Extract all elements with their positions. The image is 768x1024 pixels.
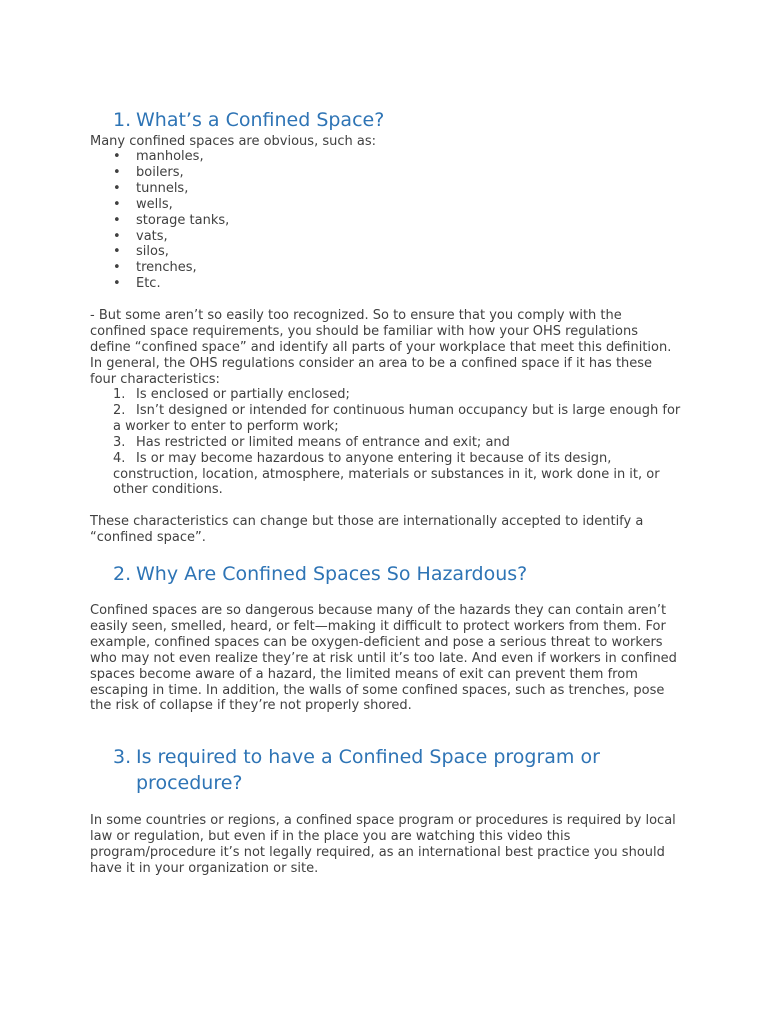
examples-list [113, 149, 229, 292]
bullet-icon: • [113, 276, 121, 292]
bullet-icon: • [113, 149, 121, 164]
list-item: • manholes, [113, 149, 204, 164]
item-text: Has restricted or limited means of entrance and exit; and [136, 434, 510, 450]
list-item [113, 435, 683, 451]
intro-text: Many confined spaces are obvious, such as: [90, 134, 376, 149]
list-item: • boilers, [113, 164, 184, 180]
list-item [113, 403, 683, 435]
item-number: 4. [113, 450, 126, 466]
section-title-line2: procedure? [136, 772, 243, 794]
definition-paragraph: - But some aren’t so easily too recognized. So to ensure that you comply with the confined space requirements, you should be familiar with how your OHS regulations define “confined space” and identify all parts of your workplace that meet this definition. In general, the OHS regulations consider an area to be a confined space if it has these four characteristics: [90, 308, 672, 387]
item-number: 1. [113, 387, 126, 402]
list-item: • wells, [113, 196, 173, 212]
list-item: • silos, [113, 244, 169, 260]
list-item [113, 451, 683, 499]
list-item: • Etc. [113, 276, 161, 292]
section-title: What’s a Confined Space? [136, 109, 385, 131]
item-text: Is enclosed or partially enclosed; [136, 387, 350, 402]
bullet-icon: • [113, 212, 121, 228]
section-heading-2 [113, 561, 527, 587]
list-item: • tunnels, [113, 180, 189, 196]
closing-paragraph: These characteristics can change but those are internationally accepted to identify a “confined space”. [90, 514, 644, 545]
item-number: 2. [113, 402, 126, 418]
program-paragraph: In some countries or regions, a confined space program or procedures is required by local law or regulation, but even if in the place you are watching this video this program/procedure it’s not legally required, as an international best practice you should have it in your organization or site. [90, 813, 676, 876]
section-number: 3. [113, 746, 132, 768]
item-text: Is or may become hazardous to anyone entering it because of its design, construction, location, atmosphere, materials or substances in it, work done in it, or other conditions. [113, 450, 660, 498]
section-heading-3 [113, 744, 600, 796]
list-item [113, 387, 683, 403]
hazards-paragraph: Confined spaces are so dangerous because many of the hazards they can contain aren’t easily seen, smelled, heard, or felt—making it difficult to protect workers from them. For example, confined spaces can be oxygen-deficient and pose a serious threat to workers who may not even realize they’re at risk until it’s too late. And even if workers in confined spaces become aware of a hazard, the limited means of exit can prevent them from escaping in time. In addition, the walls of some confined spaces, such as trenches, pose the risk of collapse if they’re not properly shored. [90, 603, 677, 714]
bullet-icon: • [113, 196, 121, 212]
item-text: Isn’t designed or intended for continuous human occupancy but is large enough for a worker to enter to perform work; [113, 402, 681, 434]
section-title-line1: Is required to have a Confined Space program or [136, 746, 600, 768]
bullet-icon: • [113, 228, 121, 244]
section-number: 1. [113, 109, 132, 131]
section-number: 2. [113, 563, 132, 585]
section-heading-1 [113, 107, 384, 133]
list-item: • vats, [113, 228, 168, 244]
section-title: Why Are Confined Spaces So Hazardous? [136, 563, 528, 585]
item-number: 3. [113, 434, 126, 450]
characteristics-list [113, 387, 683, 498]
bullet-icon: • [113, 180, 121, 196]
bullet-icon: • [113, 244, 121, 260]
bullet-icon: • [113, 260, 121, 276]
list-item: • storage tanks, [113, 212, 230, 228]
list-item: • trenches, [113, 260, 197, 276]
bullet-icon: • [113, 164, 121, 180]
